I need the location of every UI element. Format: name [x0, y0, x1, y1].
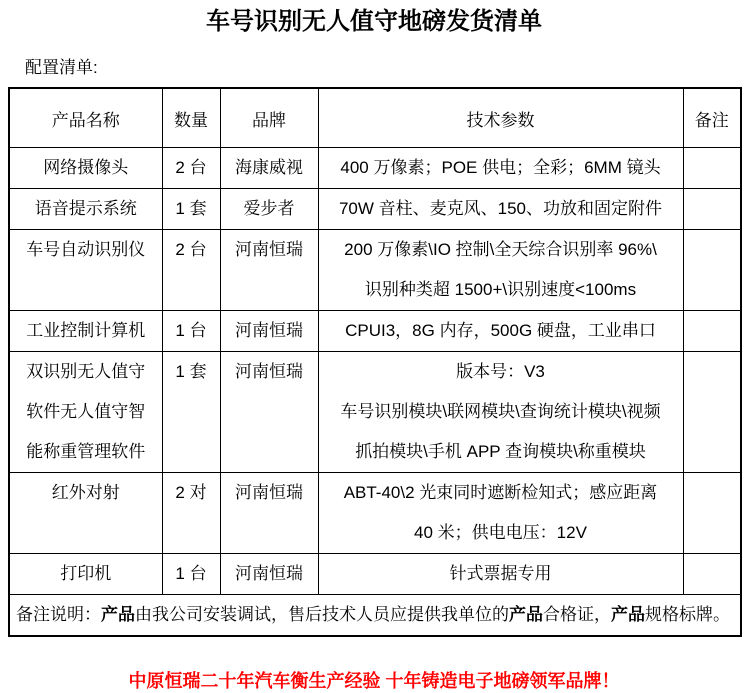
remark-cell [683, 148, 741, 189]
table-row [9, 148, 741, 189]
brand-cell: 河南恒瑞 [220, 473, 318, 554]
page-title: 车号识别无人值守地磅发货清单 [206, 8, 542, 35]
table-row [9, 189, 741, 230]
brand-cell: 爱步者 [220, 189, 318, 230]
product-name-cell [9, 230, 162, 311]
document-page [0, 8, 748, 693]
note-segment-bold: 产品 [509, 605, 543, 624]
remark-cell [683, 554, 741, 595]
params-cell [318, 311, 683, 352]
product-name-line: 车号自动识别仪 [26, 240, 146, 259]
header-cell-1: 数量 [162, 88, 220, 148]
product-name-line: 能称重管理软件 [26, 442, 146, 461]
product-name-line: 语音提示系统 [34, 199, 137, 218]
quantity-cell: 1 台 [162, 311, 220, 352]
header-cell-3: 技术参数 [318, 88, 683, 148]
brand-cell: 河南恒瑞 [220, 554, 318, 595]
params-line: 识别种类超 1500+\识别速度<100ms [364, 280, 637, 299]
params-line: 针式票据专用 [449, 564, 552, 583]
product-name-cell [9, 148, 162, 189]
brand-cell: 河南恒瑞 [220, 311, 318, 352]
product-name-cell [9, 473, 162, 554]
quantity-cell: 2 对 [162, 473, 220, 554]
params-line: CPUI3，8G 内存，500G 硬盘，工业串口 [345, 321, 656, 340]
note-segment-bold: 产品 [101, 605, 135, 624]
note-segment: 规格标牌。 [645, 605, 730, 624]
note-cell [9, 595, 741, 637]
header-cell-2: 品牌 [220, 88, 318, 148]
params-cell [318, 230, 683, 311]
params-line: 抓拍模块\手机 APP 查询模块\称重模块 [355, 442, 646, 461]
product-name-line: 红外对射 [51, 483, 120, 502]
header-cell-0: 产品名称 [9, 88, 162, 148]
note-row [9, 595, 741, 637]
remark-cell [683, 311, 741, 352]
header-cell-4: 备注 [683, 88, 741, 148]
params-cell [318, 189, 683, 230]
table-row [9, 311, 741, 352]
section-label: 配置清单: [25, 58, 98, 77]
product-name-line: 工业控制计算机 [26, 321, 146, 340]
product-name-cell [9, 189, 162, 230]
params-cell [318, 554, 683, 595]
remark-cell [683, 352, 741, 473]
product-name-cell [9, 554, 162, 595]
note-segment: 由我公司安装调试，售后技术人员应提供我单位的 [135, 605, 509, 624]
table-row [9, 352, 741, 473]
params-cell [318, 473, 683, 554]
table-row [9, 473, 741, 554]
product-name-cell [9, 352, 162, 473]
config-table [8, 87, 742, 637]
note-segment: 备注说明： [16, 605, 101, 624]
brand-cell: 海康威视 [220, 148, 318, 189]
params-line: ABT-40\2 光束同时遮断检知式；感应距离 [343, 483, 658, 502]
params-line: 400 万像素；POE 供电；全彩；6MM 镜头 [340, 158, 661, 177]
note-segment: 合格证， [543, 605, 611, 624]
product-name-line: 软件无人值守智 [26, 402, 146, 421]
params-line: 70W 音柱、麦克风、150、功放和固定附件 [338, 199, 663, 218]
params-line: 40 米；供电电压：12V [414, 523, 587, 542]
table-row [9, 554, 741, 595]
params-line: 200 万像素\IO 控制\全天综合识别率 96%\ [344, 240, 657, 259]
quantity-cell: 1 台 [162, 554, 220, 595]
params-cell [318, 352, 683, 473]
quantity-cell: 1 套 [162, 189, 220, 230]
quantity-cell: 2 台 [162, 230, 220, 311]
brand-cell: 河南恒瑞 [220, 352, 318, 473]
quantity-cell: 1 套 [162, 352, 220, 473]
table-row [9, 230, 741, 311]
product-name-line: 双识别无人值守 [26, 362, 146, 381]
product-name-cell [9, 311, 162, 352]
quantity-cell: 2 台 [162, 148, 220, 189]
product-name-line: 网络摄像头 [43, 158, 129, 177]
params-line: 车号识别模块\联网模块\查询统计模块\视频 [340, 402, 661, 421]
product-name-line: 打印机 [60, 564, 112, 583]
params-cell [318, 148, 683, 189]
remark-cell [683, 473, 741, 554]
remark-cell [683, 230, 741, 311]
remark-cell [683, 189, 741, 230]
table-header-row [9, 88, 741, 148]
slogan: 中原恒瑞二十年汽车衡生产经验 十年铸造电子地磅领军品牌！ [128, 671, 620, 691]
note-segment-bold: 产品 [611, 605, 645, 624]
brand-cell: 河南恒瑞 [220, 230, 318, 311]
params-line: 版本号：V3 [456, 362, 545, 381]
